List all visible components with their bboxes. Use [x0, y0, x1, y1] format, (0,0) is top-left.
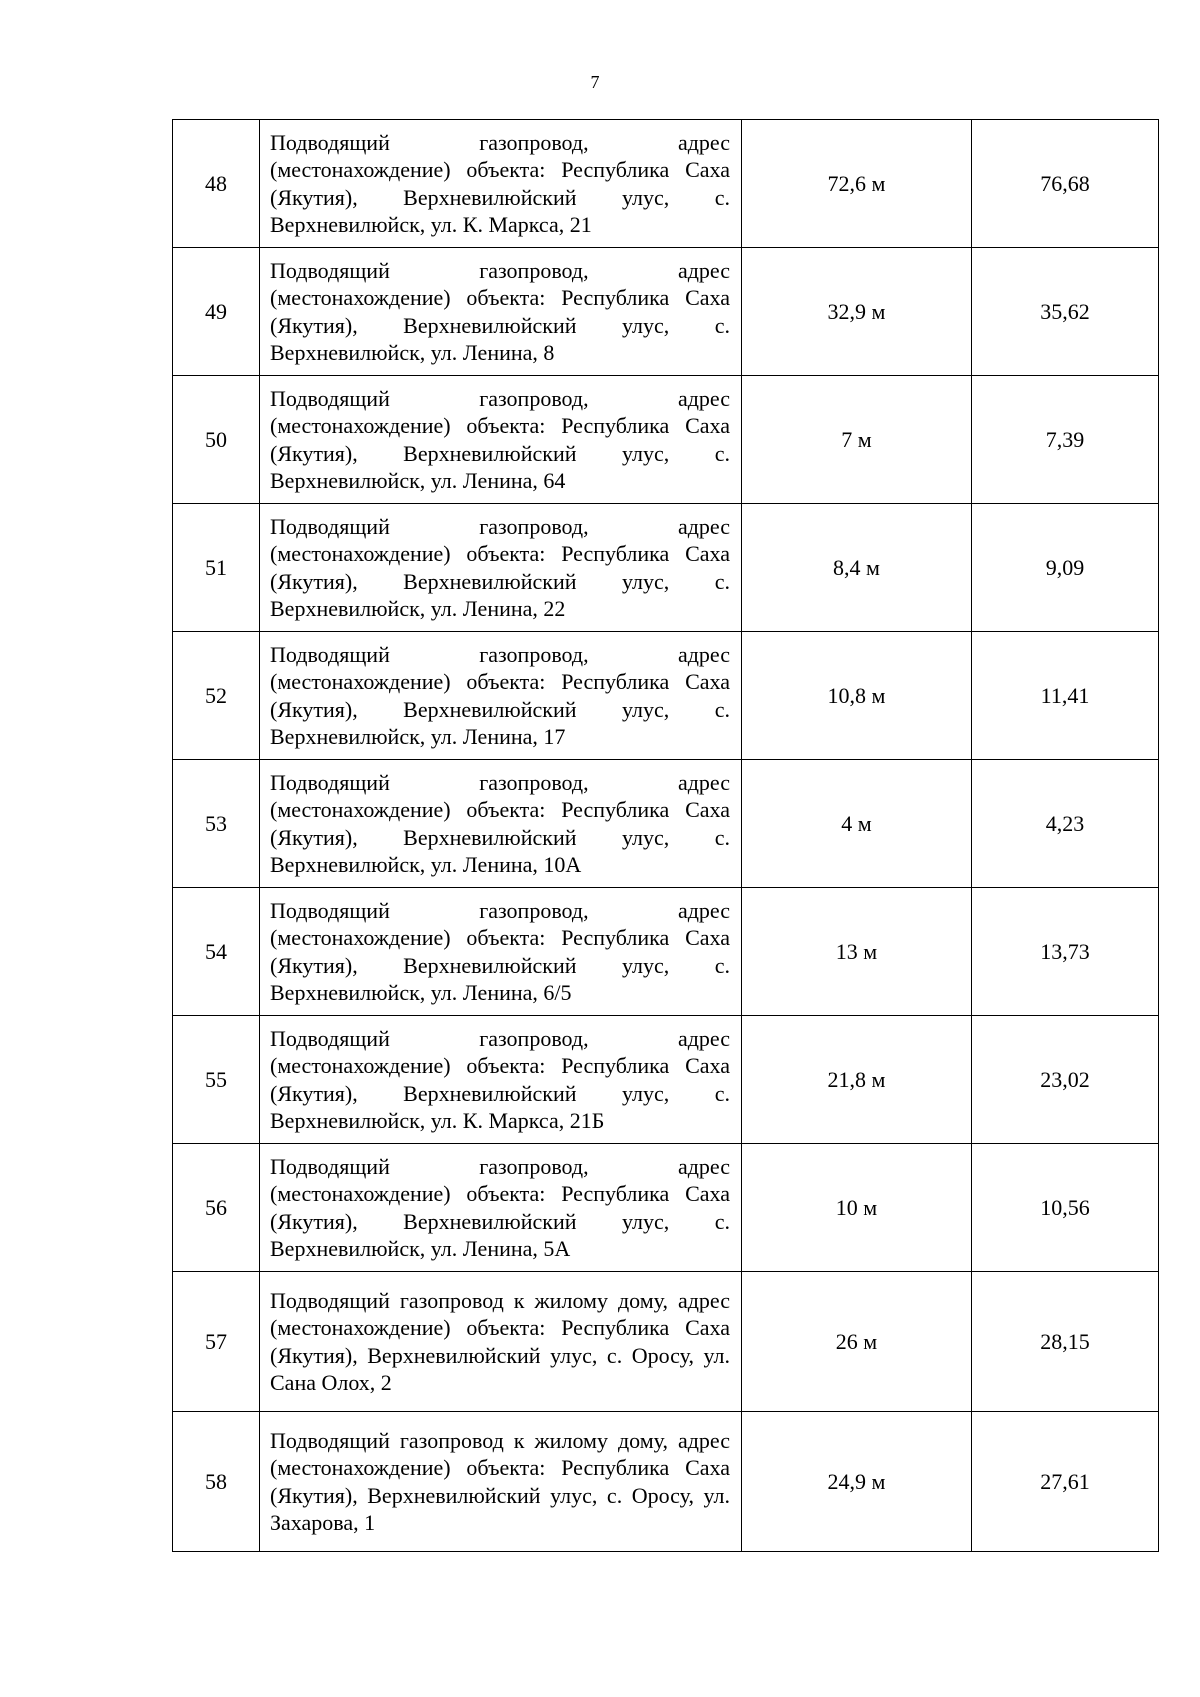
value-cell: 35,62	[972, 248, 1159, 376]
row-number-cell: 57	[173, 1272, 260, 1412]
object-description-cell: Подводящий газопровод, адрес (местонахождение) объекта: Республика Саха (Якутия), Верхневилюйский улус, с. Верхневилюйск, ул. Ленина, 5А	[260, 1144, 742, 1272]
length-cell: 24,9 м	[742, 1412, 972, 1552]
table-row	[173, 504, 1159, 632]
row-number-cell: 52	[173, 632, 260, 760]
length-cell: 7 м	[742, 376, 972, 504]
value-cell: 10,56	[972, 1144, 1159, 1272]
table-row	[173, 760, 1159, 888]
value-cell: 4,23	[972, 760, 1159, 888]
value-cell: 23,02	[972, 1016, 1159, 1144]
object-description-cell: Подводящий газопровод, адрес (местонахождение) объекта: Республика Саха (Якутия), Верхневилюйский улус, с. Верхневилюйск, ул. Ленина, 22	[260, 504, 742, 632]
object-description-cell: Подводящий газопровод, адрес (местонахождение) объекта: Республика Саха (Якутия), Верхневилюйский улус, с. Верхневилюйск, ул. Ленина, 64	[260, 376, 742, 504]
table-row	[173, 632, 1159, 760]
object-description-cell: Подводящий газопровод, адрес (местонахождение) объекта: Республика Саха (Якутия), Верхневилюйский улус, с. Верхневилюйск, ул. Ленина, 6/5	[260, 888, 742, 1016]
object-description-cell: Подводящий газопровод к жилому дому, адрес (местонахождение) объекта: Республика Саха (Якутия), Верхневилюйский улус, с. Оросу, ул. Сана Олох, 2	[260, 1272, 742, 1412]
object-description-cell: Подводящий газопровод, адрес (местонахождение) объекта: Республика Саха (Якутия), Верхневилюйский улус, с. Верхневилюйск, ул. Ленина, 10А	[260, 760, 742, 888]
page-number: 7	[590, 72, 600, 92]
row-number-cell: 53	[173, 760, 260, 888]
row-number-cell: 49	[173, 248, 260, 376]
length-cell: 32,9 м	[742, 248, 972, 376]
table-row	[173, 1016, 1159, 1144]
table-row	[173, 120, 1159, 248]
row-number-cell: 55	[173, 1016, 260, 1144]
table-row	[173, 248, 1159, 376]
object-description-cell: Подводящий газопровод, адрес (местонахождение) объекта: Республика Саха (Якутия), Верхневилюйский улус, с. Верхневилюйск, ул. К. Маркса, 21Б	[260, 1016, 742, 1144]
length-cell: 26 м	[742, 1272, 972, 1412]
table-row	[173, 1412, 1159, 1552]
value-cell: 28,15	[972, 1272, 1159, 1412]
row-number-cell: 50	[173, 376, 260, 504]
value-cell: 13,73	[972, 888, 1159, 1016]
table-row	[173, 1144, 1159, 1272]
length-cell: 8,4 м	[742, 504, 972, 632]
length-cell: 10 м	[742, 1144, 972, 1272]
table-row	[173, 376, 1159, 504]
length-cell: 4 м	[742, 760, 972, 888]
row-number-cell: 54	[173, 888, 260, 1016]
length-cell: 10,8 м	[742, 632, 972, 760]
value-cell: 11,41	[972, 632, 1159, 760]
length-cell: 21,8 м	[742, 1016, 972, 1144]
table-row	[173, 888, 1159, 1016]
value-cell: 27,61	[972, 1412, 1159, 1552]
table-row	[173, 1272, 1159, 1412]
row-number-cell: 56	[173, 1144, 260, 1272]
value-cell: 7,39	[972, 376, 1159, 504]
value-cell: 76,68	[972, 120, 1159, 248]
registry-table	[172, 119, 1159, 1552]
value-cell: 9,09	[972, 504, 1159, 632]
length-cell: 72,6 м	[742, 120, 972, 248]
row-number-cell: 58	[173, 1412, 260, 1552]
object-description-cell: Подводящий газопровод к жилому дому, адрес (местонахождение) объекта: Республика Саха (Якутия), Верхневилюйский улус, с. Оросу, ул. Захарова, 1	[260, 1412, 742, 1552]
row-number-cell: 48	[173, 120, 260, 248]
object-description-cell: Подводящий газопровод, адрес (местонахождение) объекта: Республика Саха (Якутия), Верхневилюйский улус, с. Верхневилюйск, ул. Ленина, 17	[260, 632, 742, 760]
object-description-cell: Подводящий газопровод, адрес (местонахождение) объекта: Республика Саха (Якутия), Верхневилюйский улус, с. Верхневилюйск, ул. Ленина, 8	[260, 248, 742, 376]
length-cell: 13 м	[742, 888, 972, 1016]
object-description-cell: Подводящий газопровод, адрес (местонахождение) объекта: Республика Саха (Якутия), Верхневилюйский улус, с. Верхневилюйск, ул. К. Маркса, 21	[260, 120, 742, 248]
row-number-cell: 51	[173, 504, 260, 632]
